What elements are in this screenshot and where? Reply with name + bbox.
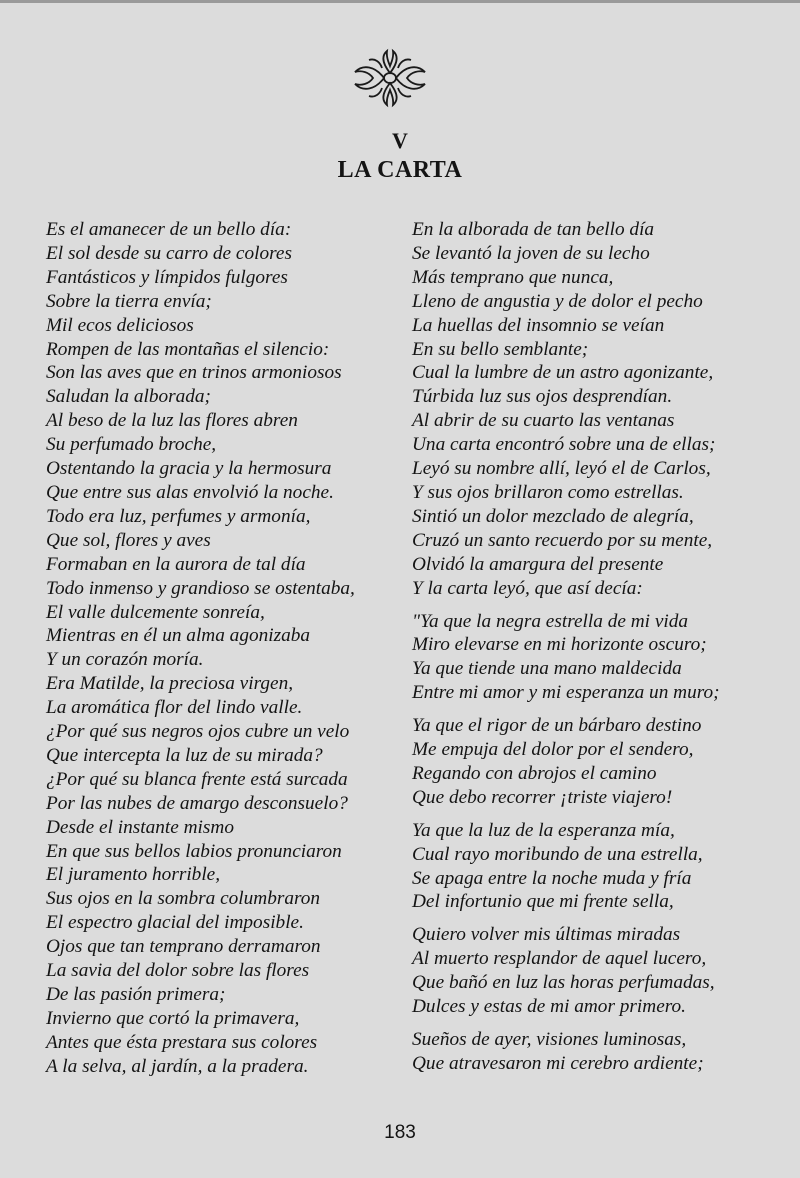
verse-line: Y un corazón moría. xyxy=(46,649,204,671)
poem-right-column xyxy=(412,218,752,1076)
verse-line: Todo inmenso y grandioso se ostentaba, xyxy=(46,577,355,599)
letter-stanza-1 xyxy=(412,610,752,706)
verse-line: ¿Por qué su blanca frente está surcada xyxy=(46,768,348,790)
chapter-number: V xyxy=(392,128,408,153)
verse-line: Me empuja del dolor por el sendero, xyxy=(412,739,694,761)
verse-line: ¿Por qué sus negros ojos cubre un velo xyxy=(46,721,350,743)
verse-line: "Ya que la negra estrella de mi vida xyxy=(412,610,689,632)
verse-line: Ya que tiende una mano maldecida xyxy=(412,658,682,680)
verse-line: Mientras en él un alma agonizaba xyxy=(46,625,311,647)
chapter-title: LA CARTA xyxy=(337,157,463,183)
verse-line: Se apaga entre la noche muda y fría xyxy=(412,867,692,889)
verse-line: La huellas del insomnio se veían xyxy=(412,314,665,336)
letter-stanza-2 xyxy=(412,714,752,810)
verse-line: Al muerto resplandor de aquel lucero, xyxy=(412,948,707,970)
verse-line: Sobre la tierra envía; xyxy=(46,290,212,312)
poem-intro-stanza xyxy=(412,218,752,601)
verse-line: Regando con abrojos el camino xyxy=(412,762,657,784)
verse-line: Miro elevarse en mi horizonte oscuro; xyxy=(412,634,707,656)
stanza-gap xyxy=(412,705,752,714)
verse-line: El espectro glacial del imposible. xyxy=(46,912,304,934)
verse-line: Se levantó la joven de su lecho xyxy=(412,242,650,264)
poem-left-column xyxy=(46,218,384,1079)
verse-line: Fantásticos y límpidos fulgores xyxy=(46,266,288,288)
verse-line: El juramento horrible, xyxy=(46,864,221,886)
verse-line: Ya que el rigor de un bárbaro destino xyxy=(412,715,702,737)
verse-line: Que bañó en luz las horas perfumadas, xyxy=(412,972,715,994)
verse-line: El sol desde su carro de colores xyxy=(46,242,292,264)
verse-line: Entre mi amor y mi esperanza un muro; xyxy=(412,682,720,704)
verse-line: En que sus bellos labios pronunciaron xyxy=(46,840,342,862)
verse-line: Olvidó la amargura del presente xyxy=(412,553,664,575)
verse-line: Sus ojos en la sombra columbraron xyxy=(46,888,321,910)
letter-stanza-5 xyxy=(412,1028,752,1076)
verse-line: Es el amanecer de un bello día: xyxy=(46,219,292,240)
verse-line: Que debo recorrer ¡triste viajero! xyxy=(412,786,673,808)
verse-line: Era Matilde, la preciosa virgen, xyxy=(46,673,294,695)
verse-line: Invierno que cortó la primavera, xyxy=(46,1007,300,1029)
verse-line: A la selva, al jardín, a la pradera. xyxy=(46,1055,309,1077)
verse-line: Ya que la luz de la esperanza mía, xyxy=(412,819,675,841)
floral-ornament-icon xyxy=(349,48,431,108)
verse-line: Y sus ojos brillaron como estrellas. xyxy=(412,481,684,503)
verse-line: Ojos que tan temprano derramaron xyxy=(46,936,321,958)
verse-line: Que intercepta la luz de su mirada? xyxy=(46,744,323,766)
page-top-edge xyxy=(0,0,800,3)
verse-line: Y la carta leyó, que así decía: xyxy=(412,577,643,599)
verse-line: Que sol, flores y aves xyxy=(46,529,211,551)
verse-line: Que entre sus alas envolvió la noche. xyxy=(46,481,334,503)
letter-stanza-3 xyxy=(412,819,752,915)
verse-line: Más temprano que nunca, xyxy=(412,266,614,288)
verse-line: Formaban en la aurora de tal día xyxy=(46,553,306,575)
verse-line: En la alborada de tan bello día xyxy=(412,219,655,240)
verse-line: Que atravesaron mi cerebro ardiente; xyxy=(412,1052,704,1074)
stanza-gap xyxy=(412,810,752,819)
stanza-gap xyxy=(412,601,752,610)
verse-line: Sintió un dolor mezclado de alegría, xyxy=(412,505,694,527)
verse-line: Son las aves que en trinos armoniosos xyxy=(46,362,342,384)
letter-stanza-4 xyxy=(412,923,752,1019)
verse-line: Ostentando la gracia y la hermosura xyxy=(46,458,332,480)
verse-line: Su perfumado broche, xyxy=(46,434,217,456)
verse-line: Rompen de las montañas el silencio: xyxy=(46,338,330,360)
verse-line: Cual la lumbre de un astro agonizante, xyxy=(412,362,714,384)
verse-line: En su bello semblante; xyxy=(412,338,589,360)
verse-line: Cruzó un santo recuerdo por su mente, xyxy=(412,529,713,551)
verse-line: Al beso de la luz las flores abren xyxy=(46,410,298,432)
page-number: 183 xyxy=(384,1122,416,1143)
verse-line: Saludan la alborada; xyxy=(46,386,211,408)
verse-line: El valle dulcemente sonreía, xyxy=(46,601,265,623)
stanza-gap xyxy=(412,1019,752,1028)
verse-line: Antes que ésta prestara sus colores xyxy=(46,1031,318,1053)
verse-line: Todo era luz, perfumes y armonía, xyxy=(46,505,311,527)
verse-line: Al abrir de su cuarto las ventanas xyxy=(412,410,675,432)
verse-line: Leyó su nombre allí, leyó el de Carlos, xyxy=(412,458,711,480)
verse-line: Por las nubes de amargo desconsuelo? xyxy=(46,792,348,814)
verse-line: Cual rayo moribundo de una estrella, xyxy=(412,843,703,865)
verse-line: Túrbida luz sus ojos desprendían. xyxy=(412,386,673,408)
verse-line: Del infortunio que mi frente sella, xyxy=(412,891,674,913)
verse-line: De las pasión primera; xyxy=(46,984,226,1005)
verse-line: Dulces y estas de mi amor primero. xyxy=(412,996,687,1018)
verse-line: La aromática flor del lindo valle. xyxy=(46,697,303,719)
verse-line: Sueños de ayer, visiones luminosas, xyxy=(412,1029,687,1050)
stanza-gap xyxy=(412,914,752,923)
verse-line: Una carta encontró sobre una de ellas; xyxy=(412,434,716,456)
verse-line: Lleno de angustia y de dolor el pecho xyxy=(412,290,703,312)
verse-line: Quiero volver mis últimas miradas xyxy=(412,924,681,946)
verse-line: Desde el instante mismo xyxy=(46,816,234,838)
verse-line: Mil ecos deliciosos xyxy=(46,314,194,336)
verse-line: La savia del dolor sobre las flores xyxy=(46,960,310,982)
